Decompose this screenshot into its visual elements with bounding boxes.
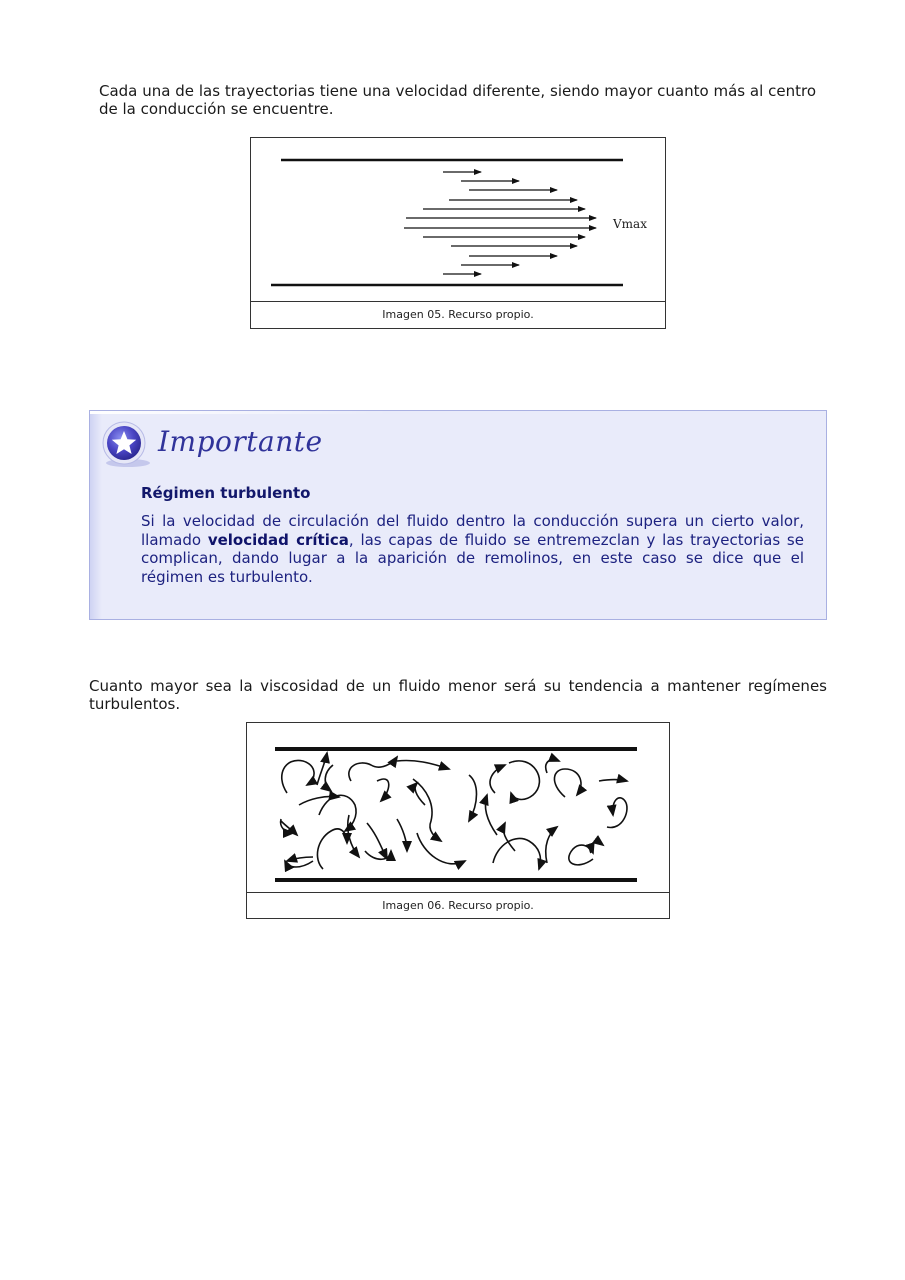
laminar-flow-figure	[250, 137, 666, 329]
callout-heading: Régimen turbulento	[141, 484, 311, 502]
eddy-curve	[413, 779, 441, 841]
callout-title: Importante	[158, 425, 323, 458]
eddy-curve	[317, 829, 347, 869]
callout-text-part: Si la velocidad de circulación del fluido dentro la conducción supera un cierto valor, llamado	[141, 512, 804, 549]
eddy-curve	[490, 765, 505, 793]
eddy-curve	[485, 795, 497, 835]
eddy-curve	[554, 769, 581, 797]
viscosity-paragraph: Cuanto mayor sea la viscosidad de un fluido menor será su tendencia a mantener regímenes turbulentos.	[89, 677, 827, 713]
intro-paragraph: Cada una de las trayectorias tiene una velocidad diferente, siendo mayor cuanto más al centro de la conducción se encuentre.	[99, 82, 816, 118]
callout-top-glow	[90, 411, 390, 414]
eddy-curve	[397, 819, 407, 851]
laminar-flow-diagram	[251, 138, 665, 302]
eddy-curve	[287, 857, 313, 861]
vmax-label: Vmax	[613, 217, 647, 231]
eddy-curve	[415, 783, 425, 805]
important-callout	[89, 410, 827, 620]
eddy-curve	[607, 798, 627, 828]
velocity-profile-arrows	[404, 172, 596, 274]
eddy-curve	[503, 823, 515, 851]
figure-caption: Imagen 05. Recurso propio.	[251, 301, 665, 328]
turbulent-flow-figure	[246, 722, 670, 919]
eddy-curve	[377, 779, 389, 801]
eddy-curve	[546, 827, 557, 863]
turbulent-flow-diagram	[247, 723, 669, 893]
eddy-curve	[325, 765, 333, 791]
eddy-curves	[281, 753, 627, 869]
eddy-curve	[319, 795, 356, 831]
eddy-curve	[282, 760, 314, 793]
eddy-curve	[417, 833, 465, 864]
eddy-curve	[493, 838, 541, 869]
star-icon	[100, 419, 156, 469]
eddy-curve	[509, 761, 539, 800]
eddy-curve	[397, 760, 449, 769]
eddy-curve	[599, 780, 627, 782]
eddy-curve	[367, 823, 387, 859]
eddy-curve	[469, 775, 477, 821]
critical-velocity-term: velocidad crítica	[207, 530, 349, 549]
eddy-curve	[285, 861, 313, 867]
callout-text	[141, 512, 804, 586]
figure-caption: Imagen 06. Recurso propio.	[247, 892, 669, 918]
eddy-curve	[569, 845, 593, 865]
eddy-curve	[349, 757, 397, 781]
callout-text-part: , las capas de fluido se entremezclan y las trayectorias se complican, dando lugar a la aparición de remolinos, en este caso se dice que el régimen es turbulento.	[141, 530, 804, 586]
